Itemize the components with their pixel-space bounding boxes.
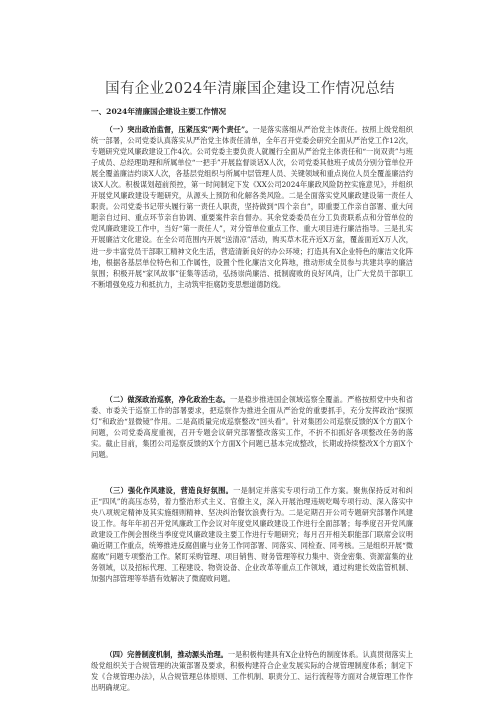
paragraph-lead: （三）强化作风建设，营造良好氛围。 bbox=[105, 486, 234, 495]
body-paragraph-4 bbox=[91, 649, 413, 707]
paragraph-lead: （二）做深政治巡察，净化政治生态。 bbox=[105, 395, 231, 404]
section-heading: 一、2024年清廉国企建设主要工作情况 bbox=[91, 107, 227, 116]
paragraph-text: 一是制定并落实专项行动工作方案。聚焦保持反对和纠正“四风”的高压态势，着力整治形式主义、官僚主义，深入开展治理违规吃喝专项行动、深入落实中央八项规定精神及其实施细则精神、坚决纠治餐饮浪费行为。二是定期召开公司专题研究部署作风建设工作。每年年初召开党风廉政工作会议对年度党风廉政建设工作进行全面部署；每季度召开党风廉政建设工作例会围绕当季度党风廉政建设主要工作进行专题研究；每月召开相关职能部门联席会议明确近期工作重点，统筹推进反腐倡廉与业务工作同部署、同落实、同检查、同考核。三是组织开展“微腐败”问题专项整治工作。紧盯采购管理、项目销售、财务管理等权力集中、资金密集、资源富集的业务领域，以及招标代理、工程建设、物资设备、企业改革等重点工作领域，通过构建长效监管机制、加强内部管理等举措有效解决了微腐败问题。 bbox=[91, 486, 413, 584]
paragraph-text: 一是落实落细从严治党主体责任。按照上级党组织统一部署，公司党委认真落实从严治党主体责任清单，全年召开党委会研究全面从严治党工作12次，专题研究党风廉政建设工作4次。公司党委主要负责人就履行全面从严治党主体责任和“一岗双责”与班子成员、总经理助理和所属单位“一把手”开展监督谈话X人次，公司党委其他班子成员分别分管单位开展全覆盖廉洁约谈X人次，各基层党组织与所属中层管理人员、关键领域和重点岗位人员全覆盖廉洁约谈X人次。积极谋划超前预控，第一时间制定下发《XX公司2024年廉政风险防控实施意见》，并组织开展党风廉政建设专题研究，从源头上预防和化解各类风险。二是全面落实党风廉政建设第一责任人职责。公司党委书记带头履行第一责任人职责，坚持做到“四个亲自”，即重要工作亲自部署、重大问题亲自过问、重点环节亲自协调、重要案件亲自督办。其余党委委员在分工负责联系点和分管单位的党风廉政建设工作中，当好“第一责任人”，对分管单位重点工作、重大项目进行廉洁指导。三是扎实开展廉洁文化建设。在全公司范围内开展“送清凉”活动，购买草木花卉近X万盆，覆盖面近X万人次，进一步丰富党员干部职工精神文化生活，营造清新良好的办公环境；打造具有X企业特色的廉洁文化阵地，根据各基层单位特色和工作属性，设置个性化廉洁文化阵地，推动形成全员参与共建共享的廉洁氛围；积极开展“家风故事”征集等活动，弘扬崇尚廉洁、抵制腐败的良好风尚，让广大党员干部职工不断增强免疫力和抵抗力，主动筑牢拒腐防变思想道德防线。 bbox=[91, 125, 413, 289]
body-paragraph-1 bbox=[91, 124, 413, 290]
paragraph-text: 一是稳步推进国企领域巡察全覆盖。严格按照党中央和省委、市委关于巡察工作的部署要求，把巡察作为推进全面从严治党的重要抓手，充分发挥政治“探照灯”和政治“显微镜”作用。二是高质量完成巡察整改“回头看”。针对集团公司巡察反馈的X个方面X个问题，公司党委高度重视，召开专题会议研究部署整改落实工作，不折不扣抓好各项整改任务的落实。截止目前，集团公司巡察反馈的X个方面X个问题已基本完成整改，长期或持续整改X个方面X个问题。 bbox=[91, 395, 413, 460]
body-paragraph-2 bbox=[91, 394, 413, 460]
paragraph-lead: （四）完善制度机制，推动源头治理。 bbox=[105, 650, 228, 659]
paragraph-lead: （一）突出政治监督，压紧压实“两个责任”。 bbox=[105, 125, 253, 134]
paragraph-text: 一是积极构建具有X企业特色的制度体系。认真贯彻落实上级党组织关于合规管理的决策部署及要求，积极构建符合企业发展实际的合规管理制度体系；制定下发《合规管理办法》，从合规管理总体原则、工作机制、职责分工、运行流程等方面对合规管理工作作出明确规定。 bbox=[91, 650, 413, 693]
document-title: 国有企业2024年清廉国企建设工作情况总结 bbox=[105, 81, 395, 97]
body-paragraph-3 bbox=[91, 485, 413, 584]
